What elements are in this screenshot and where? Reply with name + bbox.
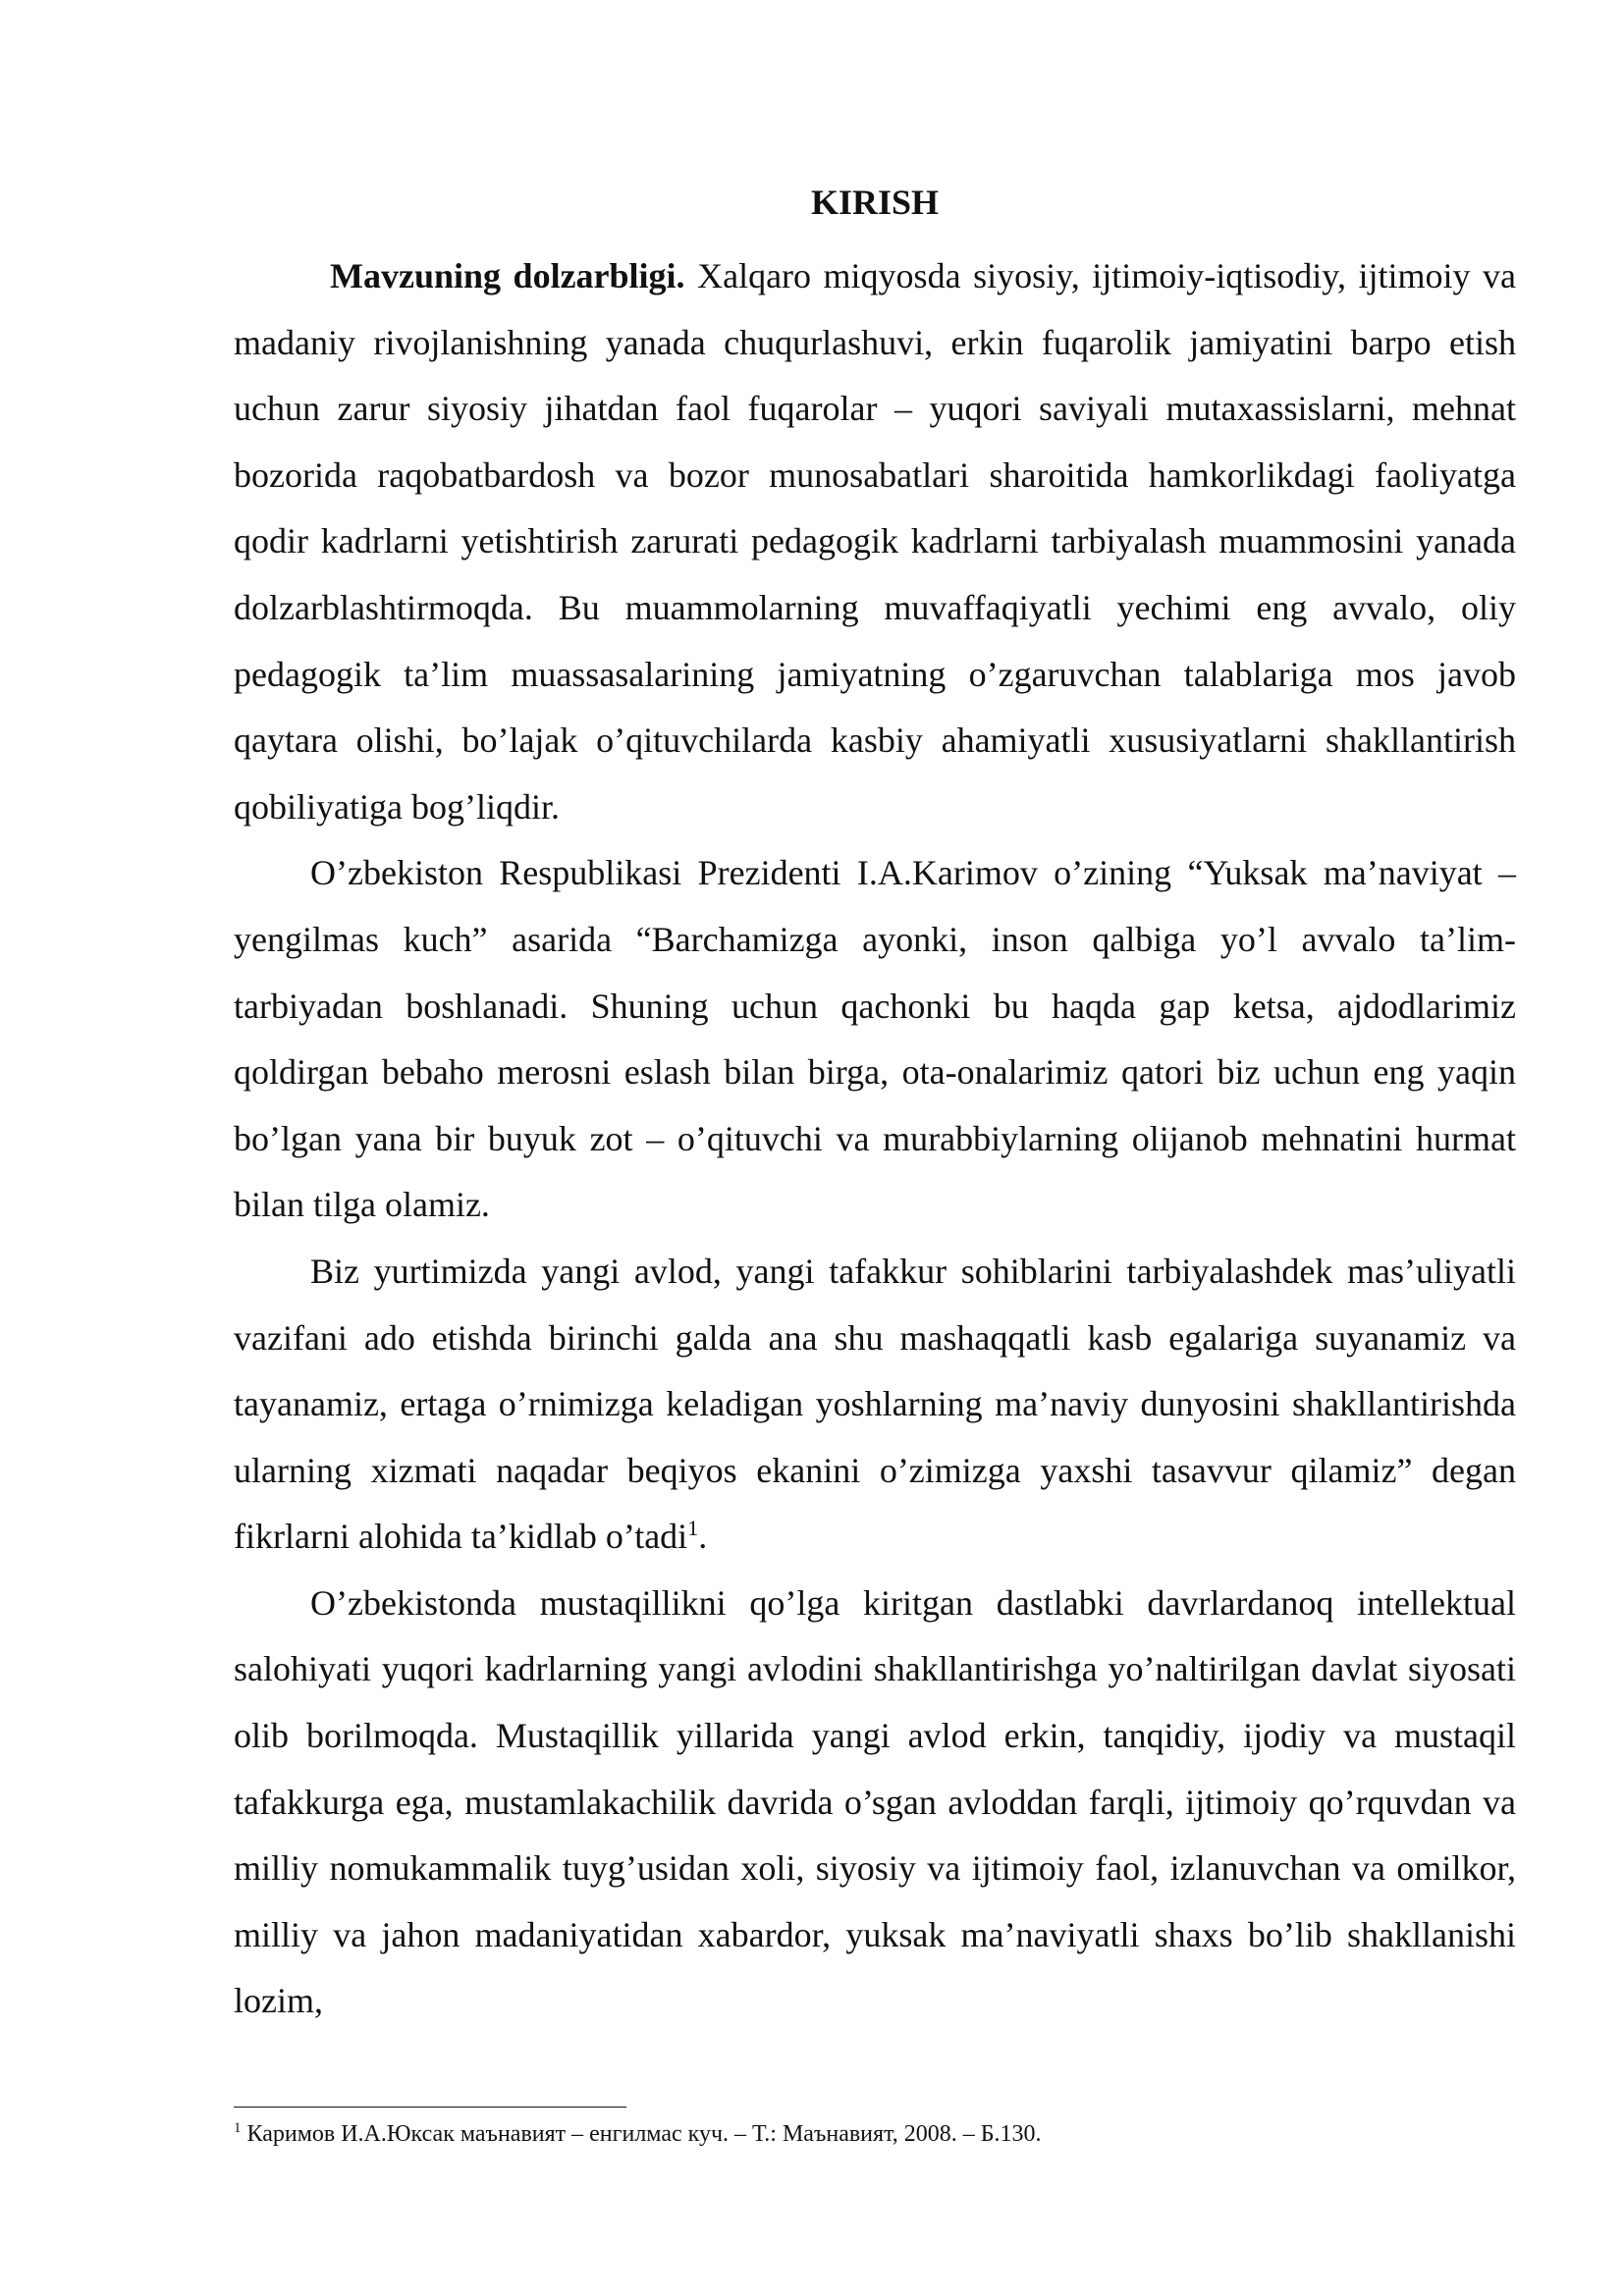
paragraph-text: Xalqaro miqyosda siyosiy, ijtimoiy-iqtisodiy, ijtimoiy va madaniy rivojlanishning yanada chuqurlashuvi, erkin fuqarolik jamiyatini barpo etish uchun zarur siyosiy jihatdan faol fuqarolar – yuqori saviyali mutaxassislarni, mehnat bozorida raqobatbardosh va bozor munosabatlari sharoitida hamkorlikdagi faoliyatga qodir kadrlarni yetishtirish zarurati pedagogik kadrlarni tarbiyalash muammosini yanada dolzarblashtirmoqda. Bu muammolarning muvaffaqiyatli yechimi eng avvalo, oliy pedagogik ta’lim muassasalarining jamiyatning o’zgaruvchan talablariga mos javob qaytara olishi, bo’lajak o’qituvchilarda kasbiy ahamiyatli xususiyatlarni shakllantirish qobiliyatiga bog’liqdir. xyxy=(234,256,1517,827)
section-title: KIRISH xyxy=(810,183,940,222)
footnote-number: 1 xyxy=(234,2120,242,2136)
paragraph-text: O’zbekistonda mustaqillikni qo’lga kiritgan dastlabki davrlardanoq intellektual salohiyati yuqori kadrlarning yangi avlodini shakllantirishga yo’naltirilgan davlat siyosati olib borilmoqda. Mustaqillik yillarida yangi avlod erkin, tanqidiy, ijodiy va mustaqil tafakkurga ega, mustamlakachilik davrida o’sgan avloddan farqli, ijtimoiy qo’rquvdan va milliy nomukammalik tuyg’usidan xoli, siyosiy va ijtimoiy faol, izlanuvchan va omilkor, milliy va jahon madaniyatidan xabardor, yuksak ma’naviyatli shaxs bo’lib shakllanishi lozim, xyxy=(234,1582,1516,2021)
paragraph-text: Biz yurtimizda yangi avlod, yangi tafakkur sohiblarini tarbiyalashdek mas’uliyatli vazifani ado etishda birinchi galda ana shu mashaqqatli kasb egalariga suyanamiz va tayanamiz, ertaga o’rnimizga keladigan yoshlarning ma’naviy dunyosini shakllantirishda ularning xizmati naqadar beqiyos ekanini o’zimizga yaxshi tasavvur qilamiz” degan fikrlarni alohida ta’kidlab o’tadi xyxy=(234,1251,1516,1557)
footnote-text: Каримов И.А.Юксак маънавият – енгилмас куч. – Т.: Маънавият, 2008. – Б.130. xyxy=(241,2121,1042,2147)
footnote xyxy=(234,2116,1516,2152)
body-text xyxy=(234,243,1516,2035)
paragraph-text: O’zbekiston Respublikasi Prezidenti I.A.Karimov o’zining “Yuksak ma’naviyat – yengilmas kuch” asarida “Barchamizga ayonki, inson qalbiga yo’l avvalo ta’lim-tarbiyadan boshlanadi. Shuning uchun qachonki bu haqda gap ketsa, ajdodlarimiz qoldirgan bebaho merosni eslash bilan birga, ota-onalarimiz qatori biz uchun eng yaqin bo’lgan yana bir buyuk zot – o’qituvchi va murabbiylarning olijanob mehnatini hurmat bilan tilga olamiz. xyxy=(234,853,1516,1225)
paragraph-lead: Mavzuning dolzarbligi. xyxy=(330,256,685,295)
paragraph-quote-continued xyxy=(234,1239,1516,1571)
paragraph-relevance xyxy=(234,243,1516,840)
footnote-separator xyxy=(234,2107,626,2108)
footnote-reference[interactable]: 1 xyxy=(687,1516,699,1541)
paragraph-president-quote xyxy=(234,840,1516,1239)
paragraph-text-end: . xyxy=(698,1517,708,1557)
paragraph-independence xyxy=(234,1571,1516,2035)
